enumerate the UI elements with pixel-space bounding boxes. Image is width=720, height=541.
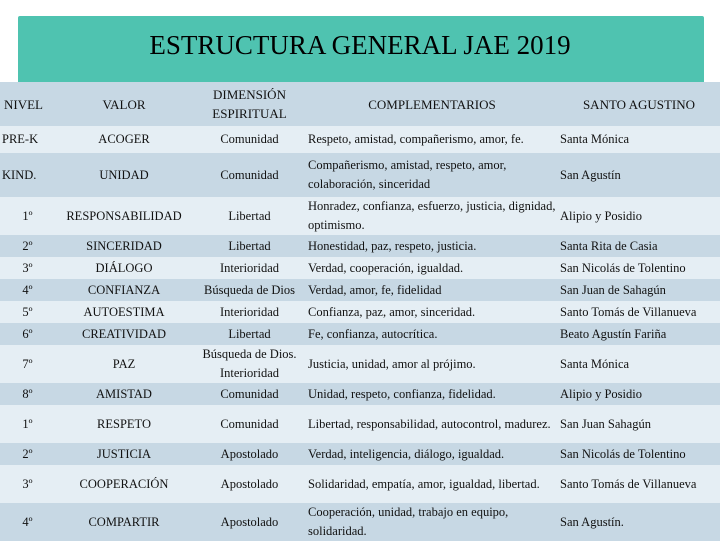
cell-complementarios: Verdad, amor, fe, fidelidad [308,282,442,297]
cell-dimension: Comunidad [220,132,279,146]
cell-santo: Beato Agustín Fariña [560,326,667,341]
header-santo: SANTO AGUSTINO [582,96,696,112]
table-row [0,345,720,383]
cell-nivel: 1º [22,416,33,431]
table-row [0,405,720,443]
header-complementarios: COMPLEMENTARIOS [368,96,496,112]
cell-dimension: Apostolado [220,514,279,529]
cell-complementarios: Solidaridad, empatía, amor, igualdad, libertad. [308,476,540,491]
cell-santo: Alipio y Posidio [560,386,642,401]
cell-nivel: PRE-K [2,132,39,146]
structure-table [0,82,720,541]
cell-complementarios: Confianza, paz, amor, sinceridad. [308,304,476,319]
cell-dimension: Libertad [228,326,271,341]
cell-nivel: 5º [22,304,33,319]
table-row [0,153,720,197]
header-nivel: NIVEL [4,96,43,112]
cell-santo: Santa Mónica [560,132,630,146]
cell-valor: COMPARTIR [88,514,160,529]
cell-santo: San Agustín. [560,514,624,529]
cell-nivel: 3º [22,260,33,275]
cell-nivel: 1º [22,208,33,223]
cell-valor: RESPONSABILIDAD [66,208,182,223]
cell-nivel: 6º [22,326,33,341]
cell-nivel: 4º [22,514,33,529]
cell-nivel: 2º [22,446,33,461]
cell-nivel: KIND. [2,167,37,182]
cell-complementarios: Respeto, amistad, compañerismo, amor, fe. [308,132,524,146]
cell-dimension: Comunidad [220,416,279,431]
cell-valor: CREATIVIDAD [81,326,167,341]
cell-complementarios: Compañerismo, amistad, respeto, amor, colaboración, sinceridad [308,158,507,191]
cell-santo: San Juan de Sahagún [560,282,666,297]
cell-dimension: Interioridad [219,304,279,319]
cell-nivel: 8º [22,386,33,401]
table-row [0,443,720,465]
cell-valor: PAZ [112,356,136,371]
table-header-row [0,82,720,126]
cell-valor: UNIDAD [99,167,149,182]
cell-valor: DIÁLOGO [95,260,153,275]
cell-dimension: Libertad [228,208,271,223]
cell-valor: AUTOESTIMA [83,304,165,319]
header-valor: VALOR [102,96,146,112]
cell-valor: COOPERACIÓN [79,476,169,491]
cell-valor: AMISTAD [96,386,152,401]
cell-complementarios: Justicia, unidad, amor al prójimo. [308,356,476,371]
page-title: ESTRUCTURA GENERAL JAE 2019 [149,30,571,60]
cell-santo: San Agustín [560,167,621,182]
cell-nivel: 3º [22,476,33,491]
cell-dimension: Búsqueda de Dios. Interioridad [202,347,297,380]
header-dimension: DIMENSIÓN ESPIRITUAL [212,87,287,121]
cell-nivel: 4º [22,282,33,297]
cell-complementarios: Honestidad, paz, respeto, justicia. [308,238,477,253]
cell-valor: CONFIANZA [87,282,161,297]
table-row [0,503,720,541]
cell-nivel: 2º [22,238,33,253]
cell-dimension: Comunidad [220,386,279,401]
table-row [0,257,720,279]
cell-complementarios: Verdad, inteligencia, diálogo, igualdad. [308,446,505,461]
table-row [0,235,720,257]
cell-dimension: Apostolado [220,446,279,461]
table-row [0,465,720,503]
cell-santo: Santo Tomás de Villanueva [560,476,697,491]
table-row [0,126,720,153]
cell-complementarios: Cooperación, unidad, trabajo en equipo, solidaridad. [308,505,509,538]
cell-complementarios: Verdad, cooperación, igualdad. [308,260,464,275]
cell-santo: Alipio y Posidio [560,208,642,223]
cell-dimension: Apostolado [220,476,279,491]
cell-santo: Santo Tomás de Villanueva [560,304,697,319]
cell-santo: Santa Mónica [560,356,630,371]
cell-valor: JUSTICIA [96,446,152,461]
cell-valor: ACOGER [98,132,150,146]
cell-santo: Santa Rita de Casia [560,238,658,253]
table-row [0,197,720,235]
cell-complementarios: Unidad, respeto, confianza, fidelidad. [308,386,496,401]
cell-complementarios: Fe, confianza, autocrítica. [308,326,438,341]
cell-dimension: Comunidad [220,167,279,182]
cell-valor: SINCERIDAD [86,238,162,253]
cell-complementarios: Honradez, confianza, esfuerzo, justicia, dignidad, optimismo. [308,199,556,232]
cell-valor: RESPETO [97,416,151,431]
table-row [0,301,720,323]
cell-santo: San Nicolás de Tolentino [560,446,686,461]
table-row [0,279,720,301]
cell-santo: San Nicolás de Tolentino [560,260,686,275]
cell-complementarios: Libertad, responsabilidad, autocontrol, madurez. [308,416,551,431]
cell-dimension: Libertad [228,238,271,253]
cell-dimension: Interioridad [219,260,279,275]
cell-nivel: 7º [22,356,33,371]
cell-santo: San Juan Sahagún [560,416,651,431]
table-row [0,383,720,405]
cell-dimension: Búsqueda de Dios [204,282,295,297]
table-row [0,323,720,345]
